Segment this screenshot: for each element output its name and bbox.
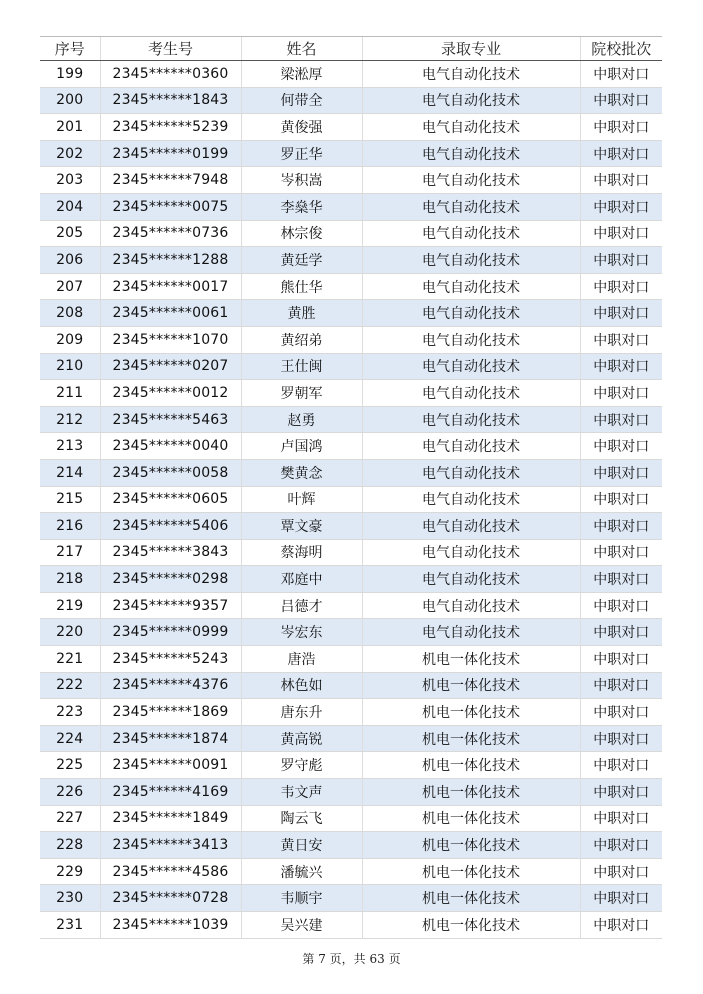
cell-batch: 中职对口 [580,779,662,806]
table-row [40,87,662,114]
cell-major: 机电一体化技术 [362,725,580,752]
cell-serial: 212 [40,406,100,433]
header-batch: 院校批次 [580,37,662,61]
cell-serial: 203 [40,167,100,194]
table-row [40,699,662,726]
cell-serial: 210 [40,353,100,380]
cell-candidate-id: 2345******0199 [100,140,241,167]
cell-name: 梁淞厚 [241,61,362,88]
cell-name: 罗守彪 [241,752,362,779]
cell-major: 电气自动化技术 [362,592,580,619]
cell-candidate-id: 2345******4169 [100,779,241,806]
cell-major: 电气自动化技术 [362,353,580,380]
cell-batch: 中职对口 [580,273,662,300]
cell-candidate-id: 2345******0605 [100,486,241,513]
cell-batch: 中职对口 [580,167,662,194]
cell-batch: 中职对口 [580,832,662,859]
cell-serial: 200 [40,87,100,114]
cell-major: 电气自动化技术 [362,193,580,220]
cell-batch: 中职对口 [580,353,662,380]
table-row [40,380,662,407]
cell-batch: 中职对口 [580,885,662,912]
cell-serial: 201 [40,114,100,141]
header-candidate-id: 考生号 [100,37,241,61]
cell-serial: 202 [40,140,100,167]
cell-candidate-id: 2345******0736 [100,220,241,247]
cell-major: 机电一体化技术 [362,779,580,806]
cell-batch: 中职对口 [580,513,662,540]
cell-serial: 226 [40,779,100,806]
cell-name: 岑积嵩 [241,167,362,194]
cell-candidate-id: 2345******5463 [100,406,241,433]
page-footer: 第 7 页，共 63 页 [302,952,401,966]
table-row [40,247,662,274]
header-row [40,37,662,61]
cell-candidate-id: 2345******3843 [100,539,241,566]
cell-major: 机电一体化技术 [362,805,580,832]
header-name: 姓名 [241,37,362,61]
cell-serial: 207 [40,273,100,300]
admission-table [40,36,662,939]
cell-name: 熊仕华 [241,273,362,300]
cell-serial: 199 [40,61,100,88]
cell-major: 电气自动化技术 [362,459,580,486]
cell-serial: 229 [40,858,100,885]
cell-batch: 中职对口 [580,858,662,885]
cell-candidate-id: 2345******0728 [100,885,241,912]
cell-candidate-id: 2345******1874 [100,725,241,752]
cell-candidate-id: 2345******0999 [100,619,241,646]
cell-batch: 中职对口 [580,87,662,114]
cell-serial: 204 [40,193,100,220]
cell-major: 机电一体化技术 [362,885,580,912]
table-header [40,37,662,61]
table-row [40,646,662,673]
cell-candidate-id: 2345******0075 [100,193,241,220]
cell-serial: 227 [40,805,100,832]
cell-serial: 216 [40,513,100,540]
cell-batch: 中职对口 [580,619,662,646]
table-row [40,140,662,167]
cell-name: 韦文声 [241,779,362,806]
cell-candidate-id: 2345******3413 [100,832,241,859]
cell-major: 机电一体化技术 [362,672,580,699]
cell-name: 林色如 [241,672,362,699]
table-row [40,619,662,646]
cell-major: 电气自动化技术 [362,87,580,114]
cell-candidate-id: 2345******1849 [100,805,241,832]
cell-serial: 221 [40,646,100,673]
cell-major: 机电一体化技术 [362,752,580,779]
cell-major: 电气自动化技术 [362,220,580,247]
cell-serial: 217 [40,539,100,566]
table-row [40,566,662,593]
cell-major: 电气自动化技术 [362,380,580,407]
table-row [40,858,662,885]
cell-major: 电气自动化技术 [362,486,580,513]
admission-list-page [40,36,662,939]
cell-name: 吴兴建 [241,912,362,939]
cell-name: 唐浩 [241,646,362,673]
cell-name: 何带全 [241,87,362,114]
cell-name: 黄廷学 [241,247,362,274]
cell-serial: 222 [40,672,100,699]
cell-candidate-id: 2345******0061 [100,300,241,327]
cell-batch: 中职对口 [580,140,662,167]
cell-major: 电气自动化技术 [362,433,580,460]
cell-name: 黄俊强 [241,114,362,141]
cell-candidate-id: 2345******4586 [100,858,241,885]
cell-serial: 213 [40,433,100,460]
cell-name: 覃文豪 [241,513,362,540]
cell-batch: 中职对口 [580,486,662,513]
cell-batch: 中职对口 [580,61,662,88]
cell-name: 叶辉 [241,486,362,513]
table-row [40,779,662,806]
cell-candidate-id: 2345******0298 [100,566,241,593]
cell-serial: 230 [40,885,100,912]
table-row [40,486,662,513]
cell-serial: 218 [40,566,100,593]
cell-batch: 中职对口 [580,592,662,619]
cell-name: 唐东升 [241,699,362,726]
cell-batch: 中职对口 [580,699,662,726]
cell-batch: 中职对口 [580,646,662,673]
cell-serial: 231 [40,912,100,939]
cell-batch: 中职对口 [580,406,662,433]
cell-candidate-id: 2345******7948 [100,167,241,194]
cell-major: 电气自动化技术 [362,247,580,274]
cell-major: 电气自动化技术 [362,513,580,540]
cell-name: 韦顺宇 [241,885,362,912]
cell-major: 电气自动化技术 [362,273,580,300]
cell-major: 机电一体化技术 [362,832,580,859]
cell-candidate-id: 2345******5406 [100,513,241,540]
cell-name: 赵勇 [241,406,362,433]
table-row [40,433,662,460]
table-row [40,220,662,247]
cell-major: 电气自动化技术 [362,167,580,194]
table-row [40,273,662,300]
cell-batch: 中职对口 [580,725,662,752]
table-row [40,539,662,566]
cell-batch: 中职对口 [580,672,662,699]
cell-name: 吕德才 [241,592,362,619]
cell-major: 电气自动化技术 [362,114,580,141]
header-serial: 序号 [40,37,100,61]
table-row [40,752,662,779]
table-body [40,61,662,939]
cell-major: 电气自动化技术 [362,619,580,646]
table-row [40,885,662,912]
cell-batch: 中职对口 [580,539,662,566]
cell-name: 黄高锐 [241,725,362,752]
cell-major: 机电一体化技术 [362,699,580,726]
cell-major: 电气自动化技术 [362,140,580,167]
cell-major: 机电一体化技术 [362,646,580,673]
table-row [40,912,662,939]
table-row [40,114,662,141]
table-row [40,725,662,752]
cell-major: 电气自动化技术 [362,300,580,327]
cell-name: 罗正华 [241,140,362,167]
cell-batch: 中职对口 [580,459,662,486]
cell-serial: 228 [40,832,100,859]
cell-candidate-id: 2345******4376 [100,672,241,699]
cell-candidate-id: 2345******5243 [100,646,241,673]
cell-candidate-id: 2345******1039 [100,912,241,939]
cell-batch: 中职对口 [580,805,662,832]
cell-batch: 中职对口 [580,433,662,460]
cell-batch: 中职对口 [580,380,662,407]
cell-candidate-id: 2345******0012 [100,380,241,407]
cell-candidate-id: 2345******9357 [100,592,241,619]
cell-name: 黄胜 [241,300,362,327]
table-row [40,300,662,327]
cell-batch: 中职对口 [580,752,662,779]
header-major: 录取专业 [362,37,580,61]
cell-candidate-id: 2345******0207 [100,353,241,380]
table-row [40,406,662,433]
cell-serial: 214 [40,459,100,486]
cell-name: 陶云飞 [241,805,362,832]
cell-name: 蔡海明 [241,539,362,566]
cell-candidate-id: 2345******1843 [100,87,241,114]
cell-batch: 中职对口 [580,220,662,247]
cell-serial: 224 [40,725,100,752]
table-row [40,592,662,619]
cell-batch: 中职对口 [580,912,662,939]
table-row [40,326,662,353]
cell-serial: 208 [40,300,100,327]
table-row [40,167,662,194]
cell-candidate-id: 2345******0091 [100,752,241,779]
cell-candidate-id: 2345******0058 [100,459,241,486]
cell-name: 卢国鸿 [241,433,362,460]
cell-candidate-id: 2345******1288 [100,247,241,274]
cell-serial: 211 [40,380,100,407]
cell-major: 电气自动化技术 [362,406,580,433]
cell-candidate-id: 2345******0360 [100,61,241,88]
cell-batch: 中职对口 [580,566,662,593]
cell-serial: 225 [40,752,100,779]
table-row [40,353,662,380]
cell-name: 黄日安 [241,832,362,859]
cell-name: 樊黄念 [241,459,362,486]
cell-major: 电气自动化技术 [362,566,580,593]
table-row [40,832,662,859]
cell-major: 机电一体化技术 [362,912,580,939]
cell-batch: 中职对口 [580,326,662,353]
cell-serial: 215 [40,486,100,513]
cell-candidate-id: 2345******0017 [100,273,241,300]
cell-name: 邓庭中 [241,566,362,593]
table-row [40,805,662,832]
cell-batch: 中职对口 [580,300,662,327]
cell-name: 林宗俊 [241,220,362,247]
cell-serial: 220 [40,619,100,646]
cell-serial: 219 [40,592,100,619]
cell-batch: 中职对口 [580,193,662,220]
cell-serial: 209 [40,326,100,353]
table-row [40,459,662,486]
cell-batch: 中职对口 [580,114,662,141]
cell-name: 潘毓兴 [241,858,362,885]
cell-serial: 206 [40,247,100,274]
table-row [40,672,662,699]
table-row [40,61,662,88]
cell-name: 岑宏东 [241,619,362,646]
cell-candidate-id: 2345******0040 [100,433,241,460]
cell-name: 李燊华 [241,193,362,220]
cell-major: 机电一体化技术 [362,858,580,885]
cell-major: 电气自动化技术 [362,61,580,88]
cell-major: 电气自动化技术 [362,326,580,353]
cell-batch: 中职对口 [580,247,662,274]
cell-candidate-id: 2345******1070 [100,326,241,353]
table-row [40,193,662,220]
cell-serial: 223 [40,699,100,726]
cell-name: 王仕闽 [241,353,362,380]
cell-candidate-id: 2345******1869 [100,699,241,726]
table-row [40,513,662,540]
cell-name: 黄绍弟 [241,326,362,353]
cell-name: 罗朝军 [241,380,362,407]
cell-serial: 205 [40,220,100,247]
cell-major: 电气自动化技术 [362,539,580,566]
cell-candidate-id: 2345******5239 [100,114,241,141]
